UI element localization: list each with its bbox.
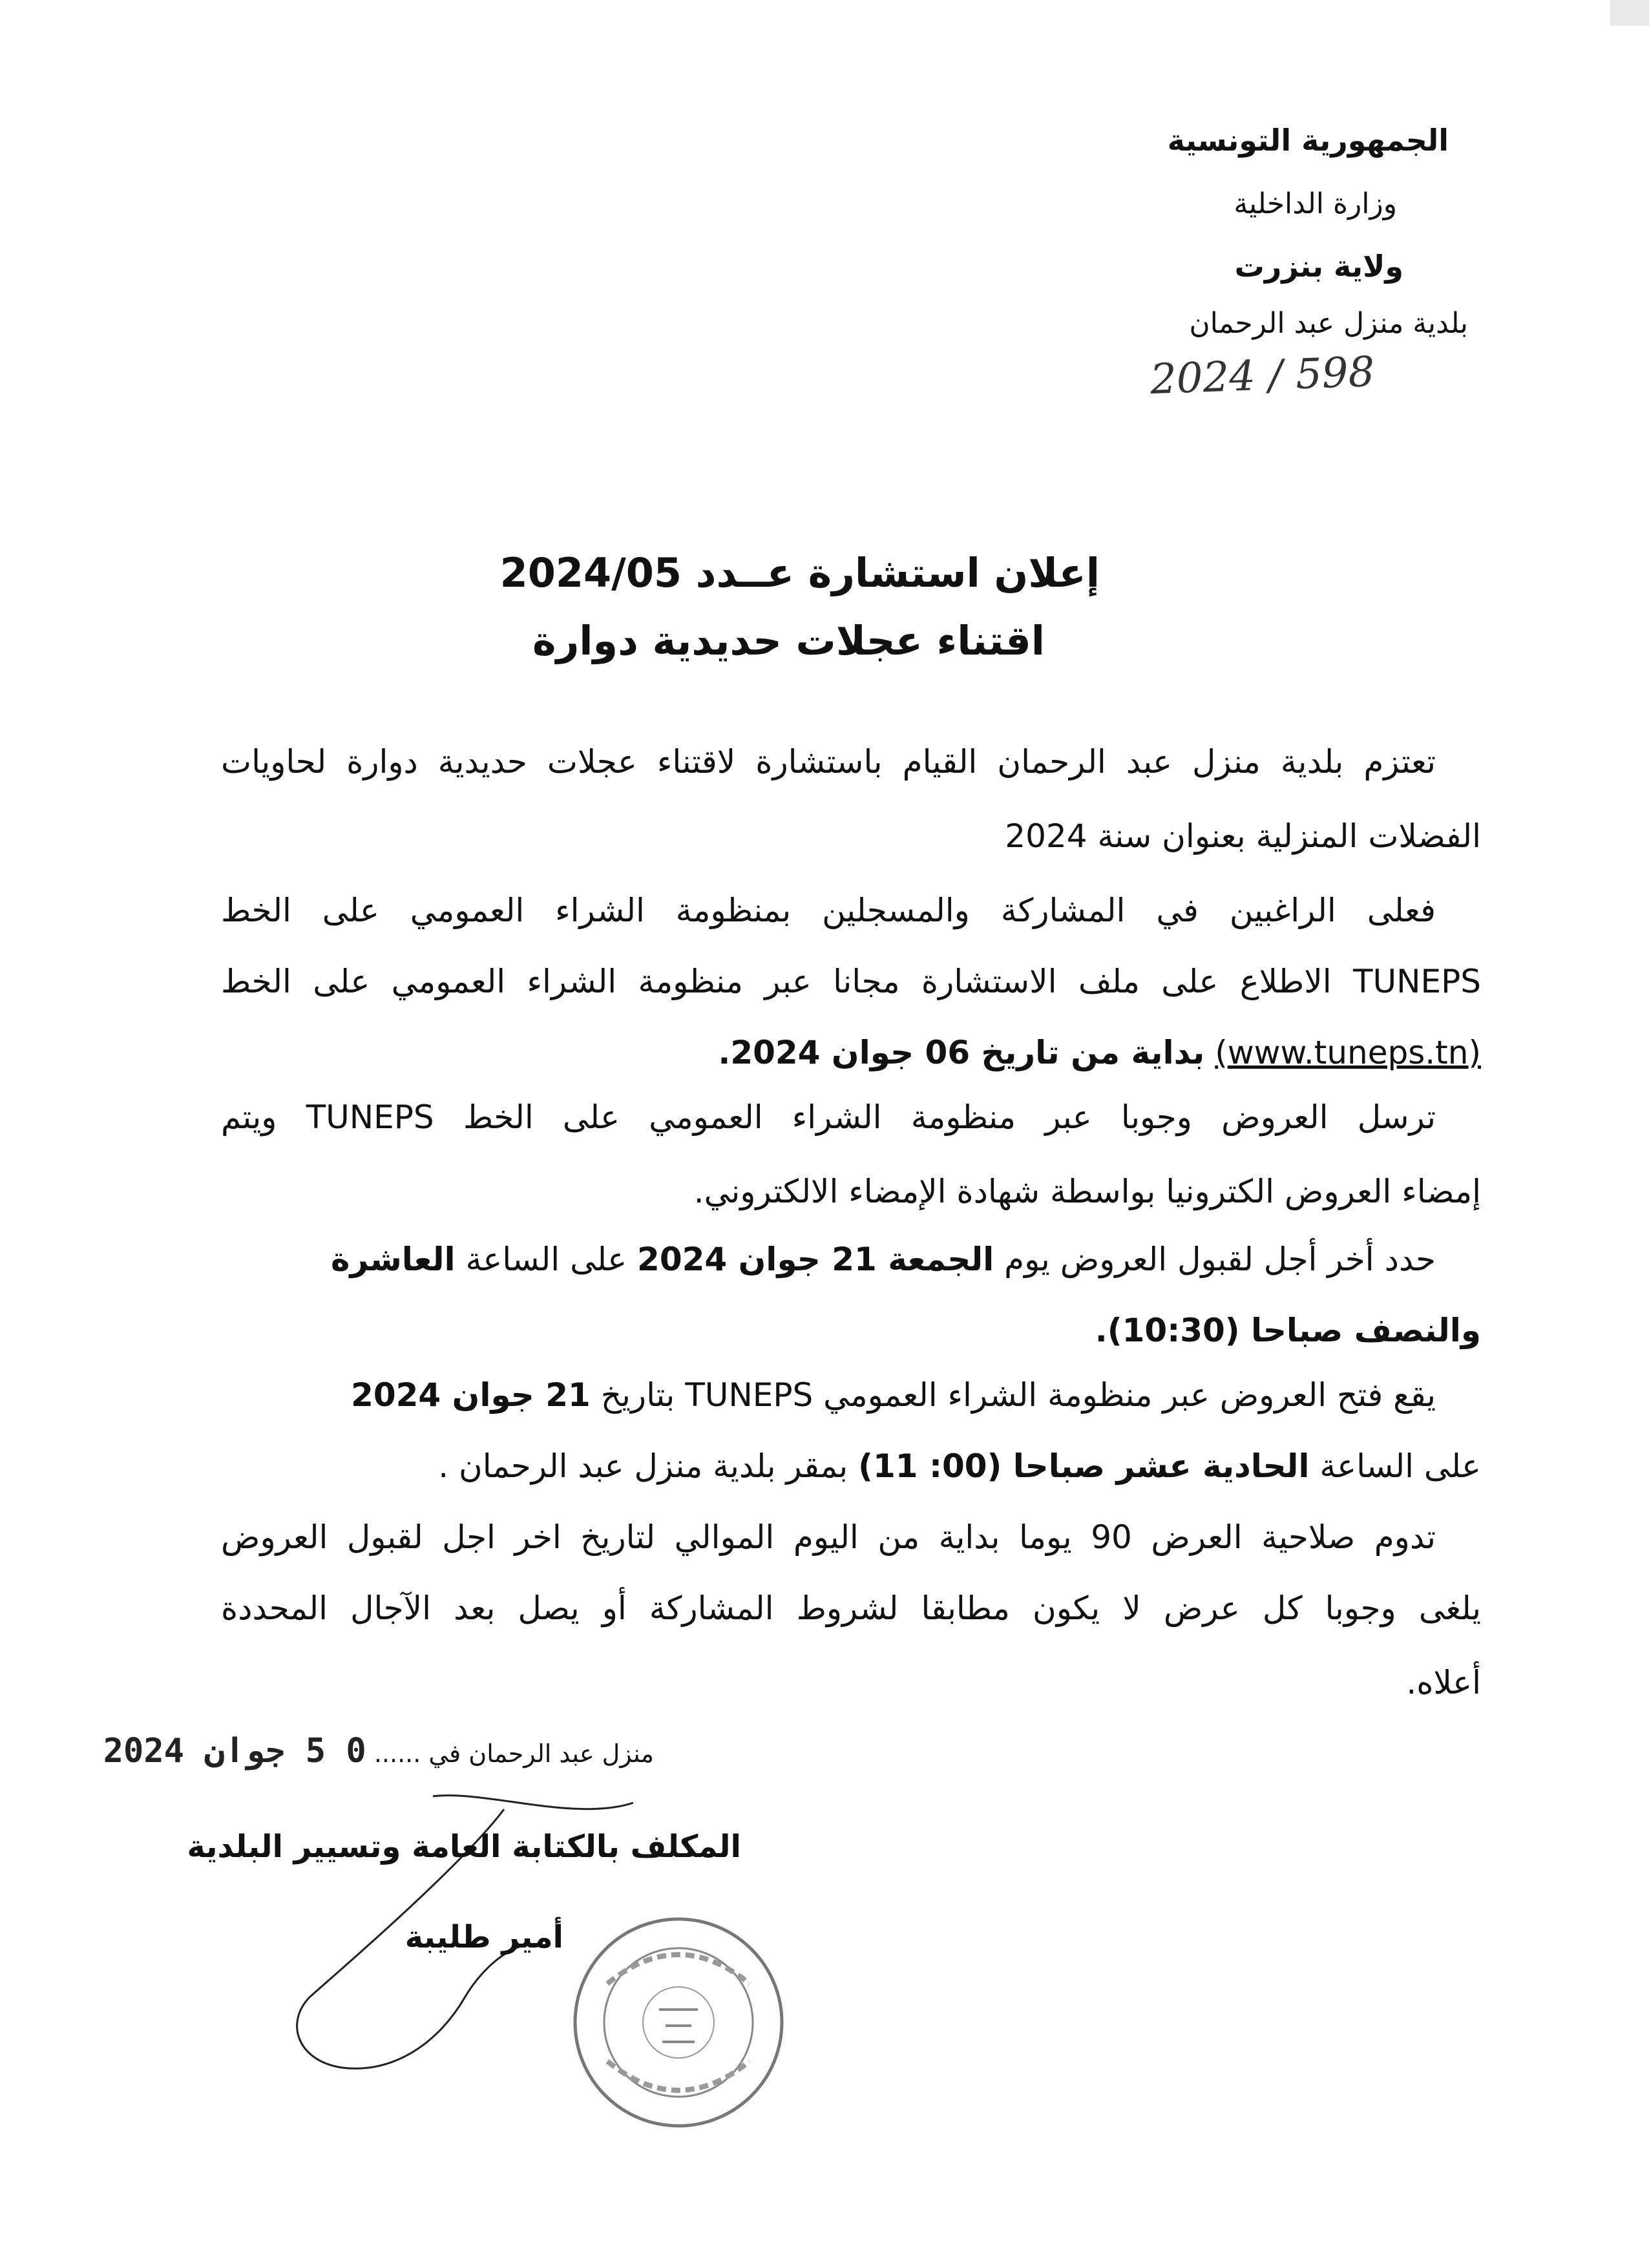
paragraph-3-line-2: إمضاء العروض الكترونيا بواسطة شهادة الإمضاء الالكتروني. xyxy=(693,1173,1481,1210)
handwritten-reference: 2024 / 598 xyxy=(1149,348,1376,404)
paragraph-4-line-1 xyxy=(221,1241,1436,1278)
republic-heading: الجمهورية التونسية xyxy=(1167,123,1449,158)
signatory-title: المكلف بالكتابة العامة وتسيير البلدية xyxy=(187,1829,741,1865)
stamped-date: 0 5 جوان 2024 xyxy=(103,1732,366,1770)
scan-corner-mark xyxy=(1610,0,1649,26)
opening-place: بمقر بلدية منزل عبد الرحمان . xyxy=(438,1447,859,1485)
paragraph-1-line-1: تعتزم بلدية منزل عبد الرحمان القيام باستشارة لاقتناء عجلات حديدية دوارة لحاويات xyxy=(221,743,1436,781)
opening-date: 21 جوان 2024 xyxy=(351,1376,591,1414)
paragraph-1-line-2: الفضلات المنزلية بعنوان سنة 2024 xyxy=(1005,817,1481,855)
paragraph-5-line-1 xyxy=(221,1376,1436,1414)
paragraph-3-line-1: ترسل العروض وجوبا عبر منظومة الشراء العمومي على الخط TUNEPS ويتم xyxy=(221,1098,1436,1136)
opening-intro: يقع فتح العروض عبر منظومة الشراء العمومي TUNEPS بتاريخ xyxy=(590,1376,1436,1414)
paragraph-6-line-1: تدوم صلاحية العرض 90 يوما بداية من اليوم الموالي لتاريخ اخر اجل لقبول العروض xyxy=(221,1518,1436,1556)
announcement-title: إعلان استشارة عــدد 2024/05 xyxy=(499,549,1100,596)
place-date-label: منزل عبد الرحمان في ...... xyxy=(373,1739,654,1768)
deadline-hour: العاشرة xyxy=(330,1241,456,1278)
paragraph-6-line-3: أعلاه. xyxy=(1406,1664,1481,1701)
deadline-date: الجمعة 21 جوان 2024 xyxy=(637,1241,994,1278)
official-stamp xyxy=(569,1913,788,2132)
paragraph-2-line-3 xyxy=(266,1034,1481,1071)
announcement-subject: اقتناء عجلات حديدية دوارة xyxy=(532,617,1045,664)
paragraph-6-line-2: يلغى وجوبا كل عرض لا يكون مطابقا لشروط المشاركة أو يصل بعد الآجال المحددة xyxy=(221,1590,1481,1627)
paragraph-5-line-2 xyxy=(266,1447,1481,1485)
paragraph-2-line-2: TUNEPS الاطلاع على ملف الاستشارة مجانا عبر منظومة الشراء العمومي على الخط xyxy=(221,963,1481,1000)
municipality-heading: بلدية منزل عبد الرحمان xyxy=(1189,307,1468,340)
ministry-heading: وزارة الداخلية xyxy=(1234,187,1397,220)
tuneps-link[interactable]: (www.tuneps.tn) xyxy=(1215,1034,1481,1071)
paragraph-4-line-2: والنصف صباحا (10:30). xyxy=(1095,1312,1481,1349)
opening-hour: الحادية عشر صباحا (00: 11) xyxy=(858,1447,1310,1485)
paragraph-2-line-1: فعلى الراغبين في المشاركة والمسجلين بمنظومة الشراء العمومي على الخط xyxy=(221,892,1436,929)
governorate-heading: ولاية بنزرت xyxy=(1234,249,1403,284)
deadline-hour-label: على الساعة xyxy=(455,1241,638,1278)
consultation-start-date: بداية من تاريخ 06 جوان 2024. xyxy=(718,1034,1205,1071)
place-date-line xyxy=(103,1732,654,1770)
signatory-name: أمير طليبة xyxy=(404,1919,563,1955)
opening-hour-label: على الساعة xyxy=(1309,1447,1481,1485)
deadline-intro: حدد أخر أجل لقبول العروض يوم xyxy=(994,1241,1436,1278)
